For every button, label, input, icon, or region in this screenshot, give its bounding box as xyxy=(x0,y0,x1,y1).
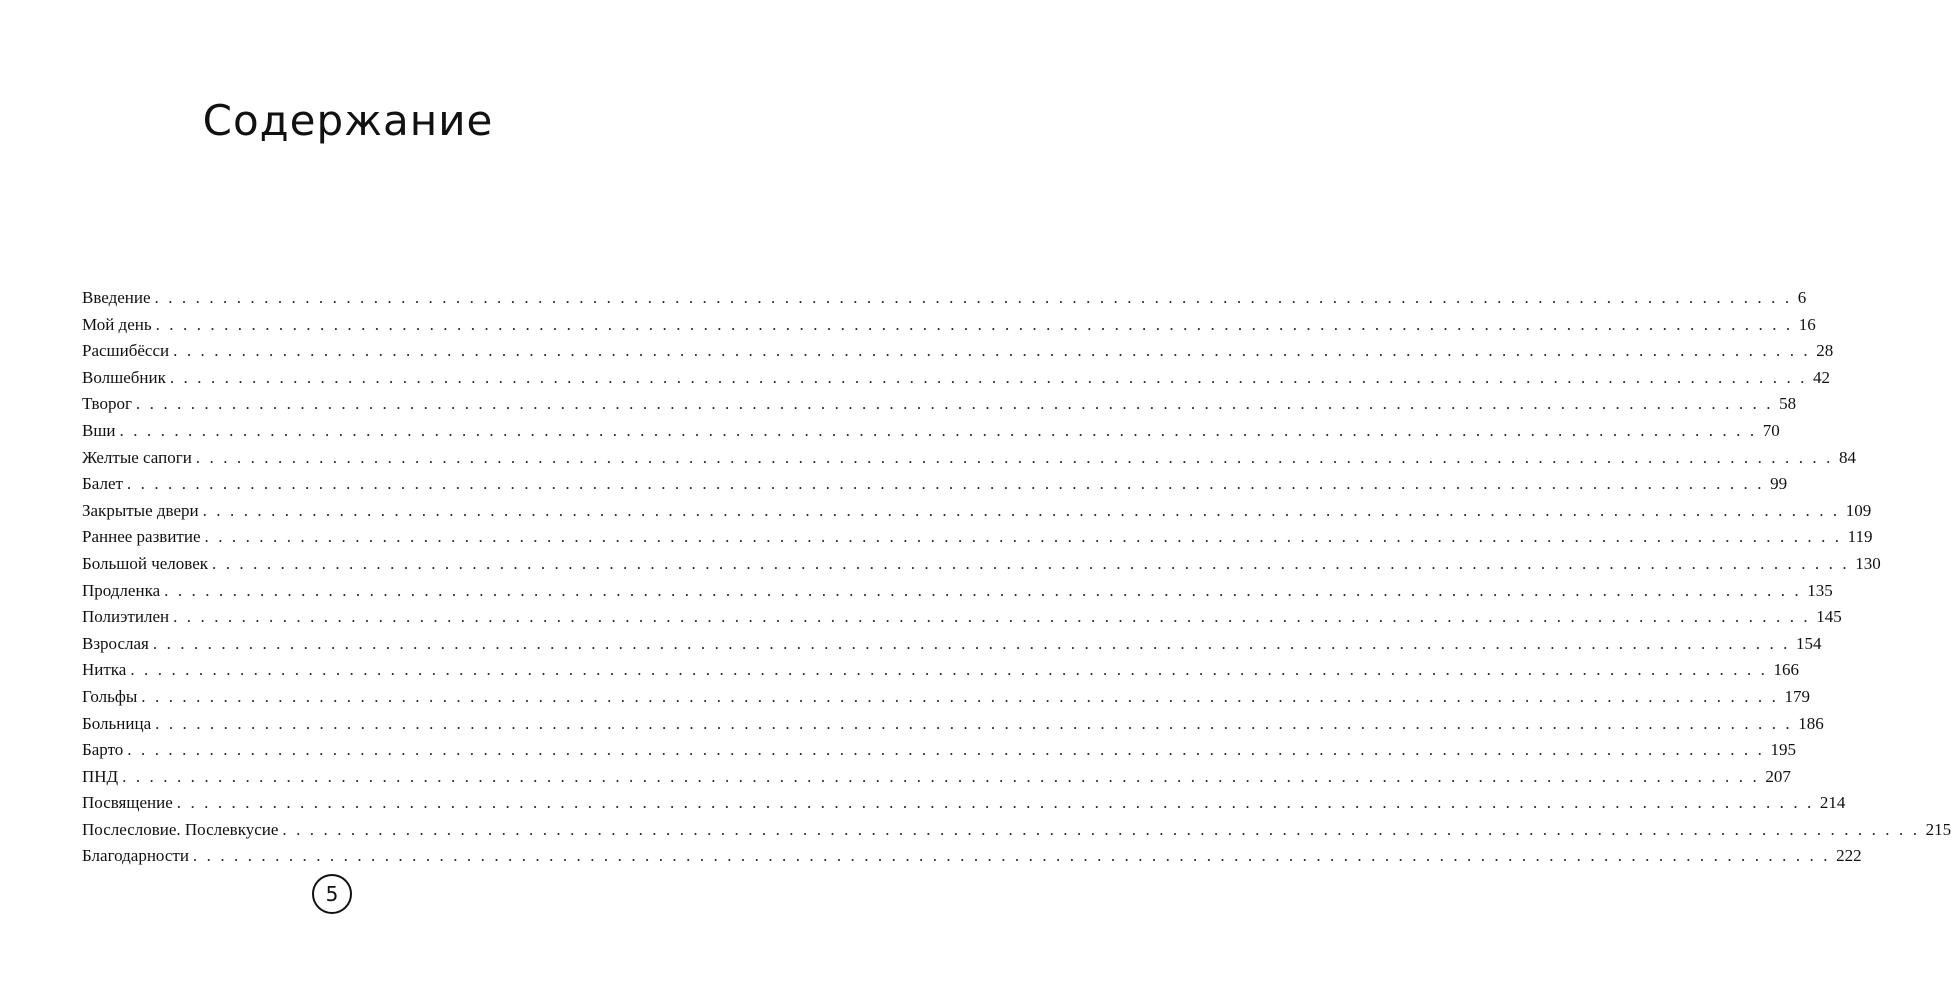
toc-entry-title: Введение xyxy=(82,288,151,307)
toc-entry-title: Посвящение xyxy=(82,793,173,813)
toc-entry xyxy=(82,604,1842,631)
toc-entry-title: Благодарности xyxy=(82,846,189,866)
toc-dot-leader: . . . . . . . . . . . . . . . . . . . . . . . . . . . . . . . . . . . . . . . . . . . . . . . . . . . . . . . . . . . . . . . . . . . . . . . . . . . . . . . . . . . . . . . . . . . . . . . . . . . . . . . . . . . . . . . . . . . . . . . . xyxy=(164,580,1802,600)
toc-entry-page: 16 xyxy=(1798,314,1816,334)
toc-dot-leader: . . . . . . . . . . . . . . . . . . . . . . . . . . . . . . . . . . . . . . . . . . . . . . . . . . . . . . . . . . . . . . . . . . . . . . . . . . . . . . . . . . . . . . . . . . . . . . . . . . . . . . . . . . . . . . . . . . . . . . . . xyxy=(173,341,1811,361)
toc-entry xyxy=(82,817,1951,844)
toc-entry-page: 154 xyxy=(1796,633,1822,653)
toc-entry xyxy=(82,445,1856,472)
toc-entry-title: Барто xyxy=(82,740,124,760)
toc-entry-title: Закрытые двери xyxy=(82,500,199,520)
toc-entry xyxy=(82,471,1788,498)
toc-entry-page: 179 xyxy=(1784,686,1810,706)
toc-entry xyxy=(82,498,1872,525)
toc-dot-leader: . . . . . . . . . . . . . . . . . . . . . . . . . . . . . . . . . . . . . . . . . . . . . . . . . . . . . . . . . . . . . . . . . . . . . . . . . . . . . . . . . . . . . . . . . . . . . . . . . . . . . . . . . . . . . . . . . . . . . . . . xyxy=(135,394,1774,414)
toc-dot-leader: . . . . . . . . . . . . . . . . . . . . . . . . . . . . . . . . . . . . . . . . . . . . . . . . . . . . . . . . . . . . . . . . . . . . . . . . . . . . . . . . . . . . . . . . . . . . . . . . . . . . . . . . . . . . . . . . . . . . . . . . xyxy=(155,713,1793,733)
toc-entry xyxy=(82,285,1807,312)
page-title: Содержание xyxy=(202,96,494,145)
toc-dot-leader: . . . . . . . . . . . . . . . . . . . . . . . . . . . . . . . . . . . . . . . . . . . . . . . . . . . . . . . . . . . . . . . . . . . . . . . . . . . . . . . . . . . . . . . . . . . . . . . . . . . . . . . . . . . . . . . . . . . . . . . . xyxy=(204,527,1842,547)
toc-entry-page: 135 xyxy=(1807,580,1833,600)
toc-entry xyxy=(82,418,1780,445)
toc-dot-leader: . . . . . . . . . . . . . . . . . . . . . . . . . . . . . . . . . . . . . . . . . . . . . . . . . . . . . . . . . . . . . . . . . . . . . . . . . . . . . . . . . . . . . . . . . . . . . . . . . . . . . . . . . . . . . . . . . . . . . . . . xyxy=(141,686,1779,706)
toc-entry-page: 145 xyxy=(1816,607,1842,627)
toc-entry-page: 186 xyxy=(1798,713,1824,733)
toc-dot-leader: . . . . . . . . . . . . . . . . . . . . . . . . . . . . . . . . . . . . . . . . . . . . . . . . . . . . . . . . . . . . . . . . . . . . . . . . . . . . . . . . . . . . . . . . . . . . . . . . . . . . . . . . . . . . . . . . . . . . . . . . xyxy=(130,660,1768,680)
toc-entry-page: 58 xyxy=(1779,394,1797,414)
toc-entry-title: Нитка xyxy=(82,660,127,680)
toc-entry xyxy=(82,764,1791,791)
toc-entry-page: 215 xyxy=(1925,819,1951,839)
toc-dot-leader: . . . . . . . . . . . . . . . . . . . . . . . . . . . . . . . . . . . . . . . . . . . . . . . . . . . . . . . . . . . . . . . . . . . . . . . . . . . . . . . . . . . . . . . . . . . . . . . . . . . . . . . . . . . . . . . . . . . . . . . . xyxy=(195,447,1833,467)
toc-entry-page: 42 xyxy=(1813,367,1830,387)
toc-dot-leader: . . . . . . . . . . . . . . . . . . . . . . . . . . . . . . . . . . . . . . . . . . . . . . . . . . . . . . . . . . . . . . . . . . . . . . . . . . . . . . . . . . . . . . . . . . . . . . . . . . . . . . . . . . . . . . . . . . . . . . . . xyxy=(122,766,1760,786)
toc-entry-title: Послесловие. Послевкусие xyxy=(82,819,279,839)
toc-dot-leader: . . . . . . . . . . . . . . . . . . . . . . . . . . . . . . . . . . . . . . . . . . . . . . . . . . . . . . . . . . . . . . . . . . . . . . . . . . . . . . . . . . . . . . . . . . . . . . . . . . . . . . . . . . . . . . . . . . . . . . . . xyxy=(119,420,1757,440)
toc-entry-title: ПНД xyxy=(82,766,119,786)
toc-entry-title: Вши xyxy=(82,420,116,440)
toc-entry-page: 109 xyxy=(1845,500,1872,520)
toc-entry-page: 119 xyxy=(1847,527,1873,547)
toc-entry-page: 84 xyxy=(1838,447,1856,467)
toc-entry-page: 130 xyxy=(1855,553,1881,573)
toc-entry xyxy=(82,657,1800,684)
toc-entry xyxy=(82,631,1822,658)
toc-dot-leader: . . . . . . . . . . . . . . . . . . . . . . . . . . . . . . . . . . . . . . . . . . . . . . . . . . . . . . . . . . . . . . . . . . . . . . . . . . . . . . . . . . . . . . . . . . . . . . . . . . . . . . . . . . . . . . . . . . . . . . . . xyxy=(154,288,1792,307)
toc-entry-title: Желтые сапоги xyxy=(82,447,192,467)
toc-entry-title: Мой день xyxy=(82,314,152,334)
toc-entry-title: Раннее развитие xyxy=(82,527,201,547)
toc-dot-leader: . . . . . . . . . . . . . . . . . . . . . . . . . . . . . . . . . . . . . . . . . . . . . . . . . . . . . . . . . . . . . . . . . . . . . . . . . . . . . . . . . . . . . . . . . . . . . . . . . . . . . . . . . . . . . . . . . . . . . . . . xyxy=(192,846,1831,866)
toc-entry-title: Полиэтилен xyxy=(82,607,170,627)
toc-dot-leader: . . . . . . . . . . . . . . . . . . . . . . . . . . . . . . . . . . . . . . . . . . . . . . . . . . . . . . . . . . . . . . . . . . . . . . . . . . . . . . . . . . . . . . . . . . . . . . . . . . . . . . . . . . . . . . . . . . . . . . . . xyxy=(212,553,1850,573)
toc-entry xyxy=(82,711,1824,738)
toc-entry xyxy=(82,338,1834,365)
toc-entry-page: 207 xyxy=(1765,766,1791,786)
toc-entry xyxy=(82,391,1797,418)
toc-dot-leader: . . . . . . . . . . . . . . . . . . . . . . . . . . . . . . . . . . . . . . . . . . . . . . . . . . . . . . . . . . . . . . . . . . . . . . . . . . . . . . . . . . . . . . . . . . . . . . . . . . . . . . . . . . . . . . . . . . . . . . . . xyxy=(152,633,1791,653)
toc-entry-page: 70 xyxy=(1762,420,1780,440)
toc-entry-page: 28 xyxy=(1816,341,1834,361)
toc-dot-leader: . . . . . . . . . . . . . . . . . . . . . . . . . . . . . . . . . . . . . . . . . . . . . . . . . . . . . . . . . . . . . . . . . . . . . . . . . . . . . . . . . . . . . . . . . . . . . . . . . . . . . . . . . . . . . . . . . . . . . . . . xyxy=(169,367,1807,387)
toc-entry-title: Балет xyxy=(82,474,123,494)
toc-entry-title: Волшебник xyxy=(82,367,166,387)
toc-dot-leader: . . . . . . . . . . . . . . . . . . . . . . . . . . . . . . . . . . . . . . . . . . . . . . . . . . . . . . . . . . . . . . . . . . . . . . . . . . . . . . . . . . . . . . . . . . . . . . . . . . . . . . . . . . . . . . . . . . . . . . . . xyxy=(155,314,1793,334)
toc-entry-page: 166 xyxy=(1773,660,1800,680)
toc-entry xyxy=(82,551,1881,578)
toc-entry xyxy=(82,524,1873,551)
toc-entry-page: 222 xyxy=(1836,846,1862,866)
toc-dot-leader: . . . . . . . . . . . . . . . . . . . . . . . . . . . . . . . . . . . . . . . . . . . . . . . . . . . . . . . . . . . . . . . . . . . . . . . . . . . . . . . . . . . . . . . . . . . . . . . . . . . . . . . . . . . . . . . . . . . . . . . . xyxy=(127,740,1765,760)
toc-entry xyxy=(82,684,1810,711)
toc-dot-leader: . . . . . . . . . . . . . . . . . . . . . . . . . . . . . . . . . . . . . . . . . . . . . . . . . . . . . . . . . . . . . . . . . . . . . . . . . . . . . . . . . . . . . . . . . . . . . . . . . . . . . . . . . . . . . . . . . . . . . . . . xyxy=(173,607,1811,627)
toc-entry-page: 6 xyxy=(1797,288,1807,307)
toc-entry-title: Взрослая xyxy=(82,633,149,653)
toc-entry xyxy=(82,737,1796,764)
page-number: 5 xyxy=(312,874,352,914)
toc-entry xyxy=(82,843,1862,870)
toc-entry-title: Больница xyxy=(82,713,152,733)
toc-entry xyxy=(82,365,1830,392)
toc-dot-leader: . . . . . . . . . . . . . . . . . . . . . . . . . . . . . . . . . . . . . . . . . . . . . . . . . . . . . . . . . . . . . . . . . . . . . . . . . . . . . . . . . . . . . . . . . . . . . . . . . . . . . . . . . . . . . . . . . . . . . . . . xyxy=(282,819,1920,839)
toc-entry xyxy=(82,578,1833,605)
toc-entry-title: Гольфы xyxy=(82,686,138,706)
toc-entry xyxy=(82,312,1816,339)
toc-entry-title: Творог xyxy=(82,394,132,414)
toc-entry xyxy=(82,790,1846,817)
toc-dot-leader: . . . . . . . . . . . . . . . . . . . . . . . . . . . . . . . . . . . . . . . . . . . . . . . . . . . . . . . . . . . . . . . . . . . . . . . . . . . . . . . . . . . . . . . . . . . . . . . . . . . . . . . . . . . . . . . . . . . . . . . . xyxy=(176,793,1814,813)
table-of-contents xyxy=(82,285,1951,870)
toc-dot-leader: . . . . . . . . . . . . . . . . . . . . . . . . . . . . . . . . . . . . . . . . . . . . . . . . . . . . . . . . . . . . . . . . . . . . . . . . . . . . . . . . . . . . . . . . . . . . . . . . . . . . . . . . . . . . . . . . . . . . . . . . xyxy=(126,474,1765,494)
toc-entry-page: 195 xyxy=(1770,740,1796,760)
toc-entry-title: Большой человек xyxy=(82,553,209,573)
toc-entry-title: Продленка xyxy=(82,580,161,600)
toc-entry-page: 214 xyxy=(1819,793,1846,813)
toc-entry-page: 99 xyxy=(1770,474,1788,494)
toc-dot-leader: . . . . . . . . . . . . . . . . . . . . . . . . . . . . . . . . . . . . . . . . . . . . . . . . . . . . . . . . . . . . . . . . . . . . . . . . . . . . . . . . . . . . . . . . . . . . . . . . . . . . . . . . . . . . . . . . . . . . . . . . xyxy=(202,500,1840,520)
toc-entry-title: Расшибёсси xyxy=(82,341,170,361)
